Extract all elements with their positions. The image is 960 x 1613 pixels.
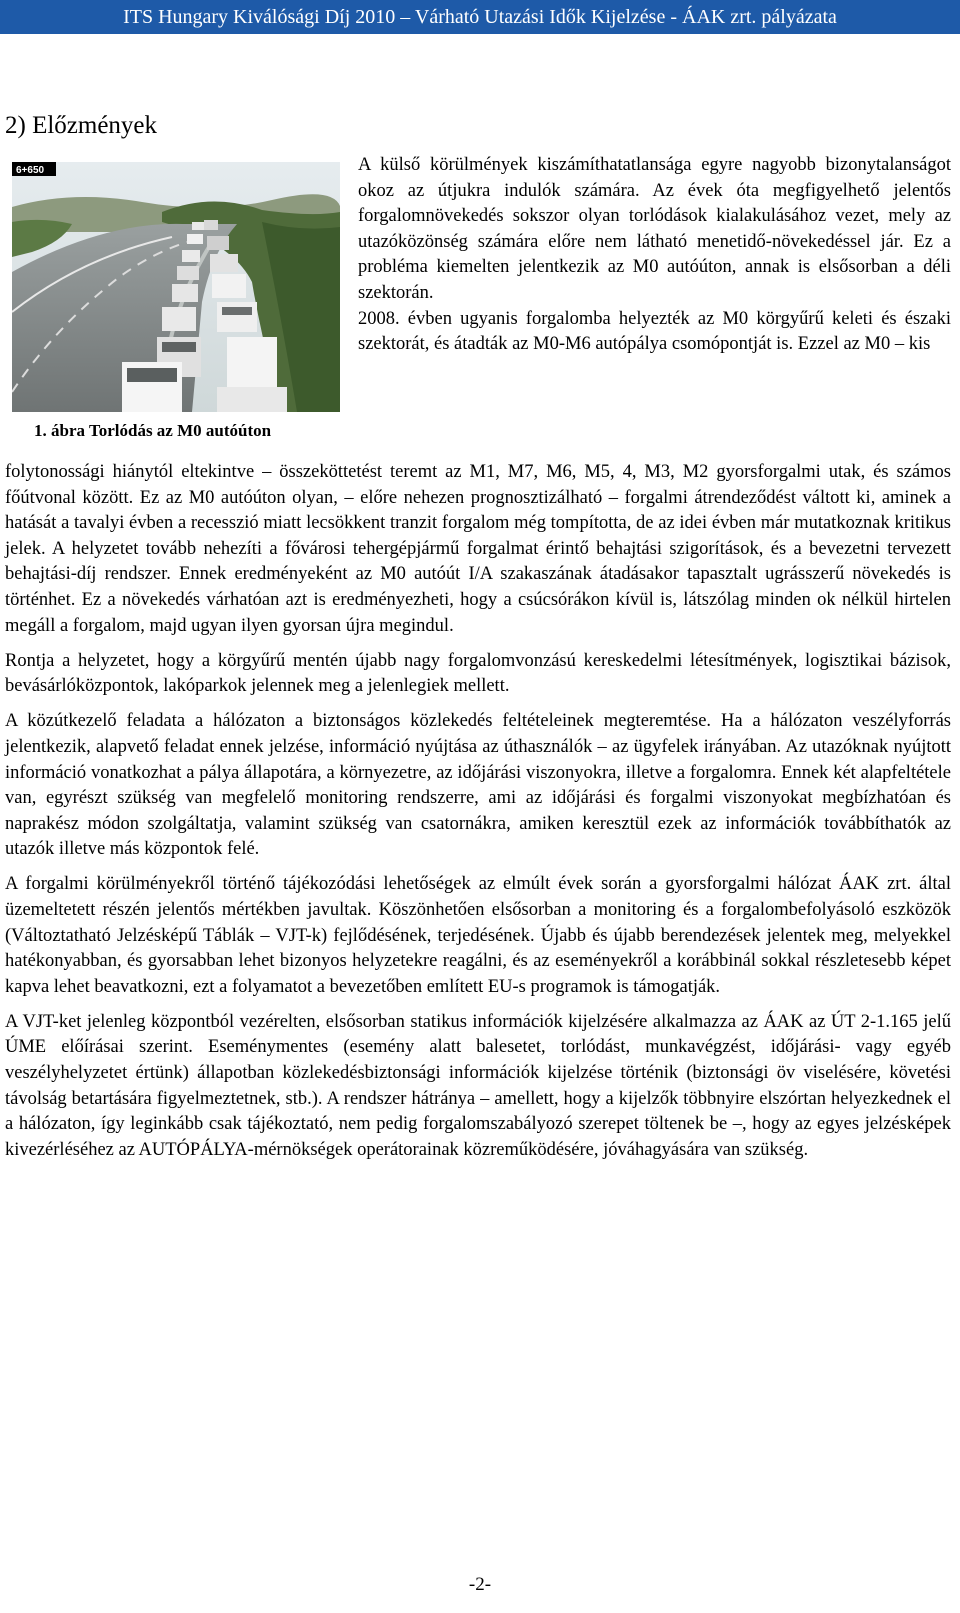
page-number: -2- — [468, 1574, 492, 1595]
header-title: ITS Hungary Kiválósági Díj 2010 – Várható Utazási Idők Kijelzése - ÁAK zrt. pályázata — [123, 6, 837, 28]
figure-caption: 1. ábra Torlódás az M0 autóúton — [34, 421, 272, 440]
main-text — [5, 460, 951, 1163]
paragraph: A külső körülmények kiszámíthatatlansága egyre nagyobb bizonytalanságot okoz az útjukra indulók számára. Az évek óta megfigyelhető jelentős forgalomnövekedés sokszor olyan torlódások kialakulásához vezet, mely az utazóközönség számára előre nem látható menetidő-növekedéssel jár. Ez a probléma kiemelten jelentkezik az M0 autóúton, annak is elsősorban a déli szektorán. — [358, 155, 951, 303]
paragraph: A közútkezelő feladata a hálózaton a biztonságos közlekedés feltételeinek megteremtése. Ha a hálózaton veszélyforrás jelentkezik, alapvető feladat ennek jelzése, információ nyújtása az úthasználók – az ügyfelek irányában. Az utazóknak nyújtott információ vonatkozhat a pálya állapotára, a környezetre, az időjárási viszonyokra, illetve a forgalomra. Ennek két alapfeltétele van, egyrészt szükség van megfelelő monitoring rendszerre, ami az időjárási és forgalmi viszonyokat megbízhatóan és naprakész módon szolgáltatja, valamint szükség van csatornákra, amiken keresztül ezek az információk továbbíthatók az utazók illetve más központok felé. — [5, 711, 951, 860]
paragraph-continued: folytonossági hiánytól eltekintve – összeköttetést teremt az M1, M7, M6, M5, 4, M3, M2 gyorsforgalmi utak, és számos főútvonal között. Ez az M0 autóúton olyan, – előre nehezen prognosztizálható – forgalmi átrendeződést váltott ki, aminek a hatását a tavalyi évben a recesszió miatt lecsökkent tranzit forgalom még tompította, de az idei évben már mutatkoznak kritikus jelek. A helyzetet tovább nehezíti a fővárosi tehergépjármű forgalmat érintő behajtási szigorítások, és a bevezetni tervezett behajtási-díj rendszer. Ennek eredményeként az M0 autóút I/A szakaszának átadásakor tapasztalt ugrásszerű növekedés is történhet. Ez a növekedés várhatóan azt is eredményezheti, hogy a csúcsórákon kívül is, látszólag minden ok nélkül hirtelen megáll a forgalom, majd ugyan ilyen gyorsan újra megindul. — [5, 462, 951, 636]
page-header — [0, 0, 960, 34]
paragraph-start: 2008. évben ugyanis forgalomba helyezték az M0 körgyűrű keleti és északi szektorát, és átadták az M0-M6 autópálya csomópontját is. Ezzel az M0 – kis — [358, 308, 951, 355]
section-title: 2) Előzmények — [5, 112, 158, 139]
paragraph: A forgalmi körülményekről történő tájékozódási lehetőségek az elmúlt évek során a gyorsforgalmi hálózat ÁAK zrt. által üzemeltetett részén jelentős mértékben javultak. Köszönhetően elsősorban a monitoring és a forgalombefolyásoló eszközök (Változtatható Jelzésképű Táblák – VJT-k) fejlődésének, terjedésének. Újabb és újabb berendezések jelentek meg, melyekkel hatékonyabban, és gyorsabban lehet bizonyos helyzetekre reagálni, és az eseményekről a korábbinál sokkal részletesebb képet kapva lehet beavatkozni, ezt a folyamatot a bevezetőben említett EU-s programok is támogatják. — [5, 874, 951, 997]
paragraph: A VJT-ket jelenleg központból vezérelten, elsősorban statikus információk kijelzésére alkalmazza az ÁAK az ÚT 2-1.165 jelű ÚME előírásai szerint. Eseménymentes (esemény alatt balesetet, torlódást, munkavégzést, időjárási- vagy egyéb veszélyhelyzetet értünk) állapotban közlekedésbiztonsági információk kijelzése történik (biztonsági öv viselésére, követési távolság betartására figyelmeztetnek, stb.). A rendszer hátránya – amellett, hogy a kijelzők többnyire elszórtan helyezkednek el a hálózaton, így leginkább csak tájékoztató, nem pedig forgalomszabályozó szerepet töltenek be –, hogy az egyes jelzésképek kivezérléséhez az AUTÓPÁLYA-mérnökségek operátorainak közreműködésére, jóváhagyására van szükség. — [5, 1011, 951, 1160]
paragraph: Rontja a helyzetet, hogy a körgyűrű mentén újabb nagy forgalomvonzású kereskedelmi létesítmények, logisztikai bázisok, bevásárlóközpontok, lakóparkok jelennek meg a jelenlegiek mellett. — [5, 650, 951, 697]
traffic-jam-photo — [12, 162, 340, 412]
side-text-column — [358, 153, 951, 358]
traffic-jam-image — [12, 162, 340, 412]
photo-overlay-label: 6+650 — [16, 165, 45, 176]
